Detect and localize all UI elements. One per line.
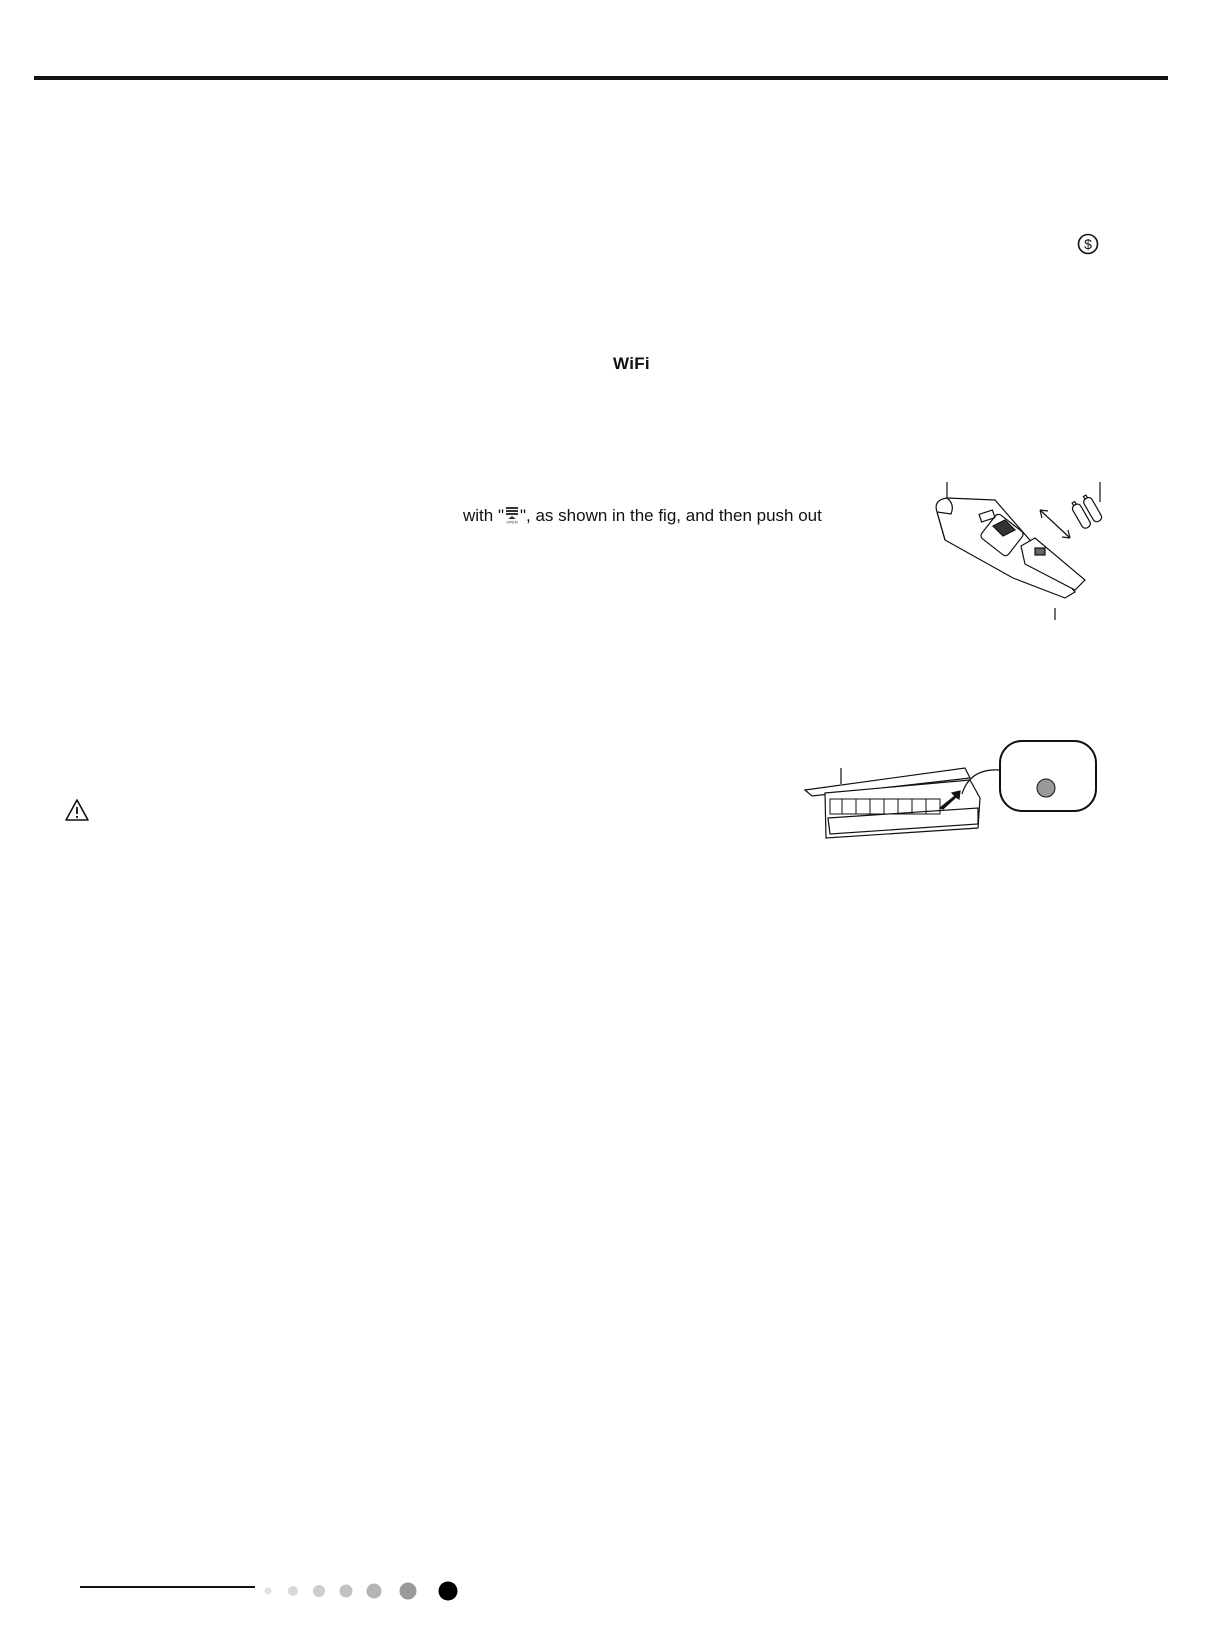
battery-instruction-text [463, 506, 822, 526]
progress-dot [340, 1585, 353, 1598]
progress-dot [265, 1588, 272, 1595]
page-progress-dots [262, 1580, 464, 1602]
open-icon-caption: OPEN [506, 519, 518, 524]
footer-rule [80, 1586, 255, 1588]
wifi-label: WiFi [613, 354, 650, 373]
progress-dot [400, 1583, 417, 1600]
instruction-prefix: with " [463, 506, 504, 525]
svg-text:$: $ [1084, 236, 1092, 252]
progress-dot [313, 1585, 325, 1597]
open-arrow-icon [504, 506, 520, 524]
progress-dot-active [439, 1582, 458, 1601]
header-rule [34, 76, 1168, 80]
warning-triangle-icon [64, 798, 90, 822]
display-button [1037, 779, 1055, 797]
instruction-suffix: ", as shown in the fig, and then push out [520, 506, 822, 525]
ac-unit-figure [800, 738, 1105, 848]
progress-dot [367, 1584, 382, 1599]
remote-battery-figure [925, 480, 1125, 620]
progress-dot [288, 1586, 298, 1596]
dollar-circle-icon [1077, 233, 1099, 255]
